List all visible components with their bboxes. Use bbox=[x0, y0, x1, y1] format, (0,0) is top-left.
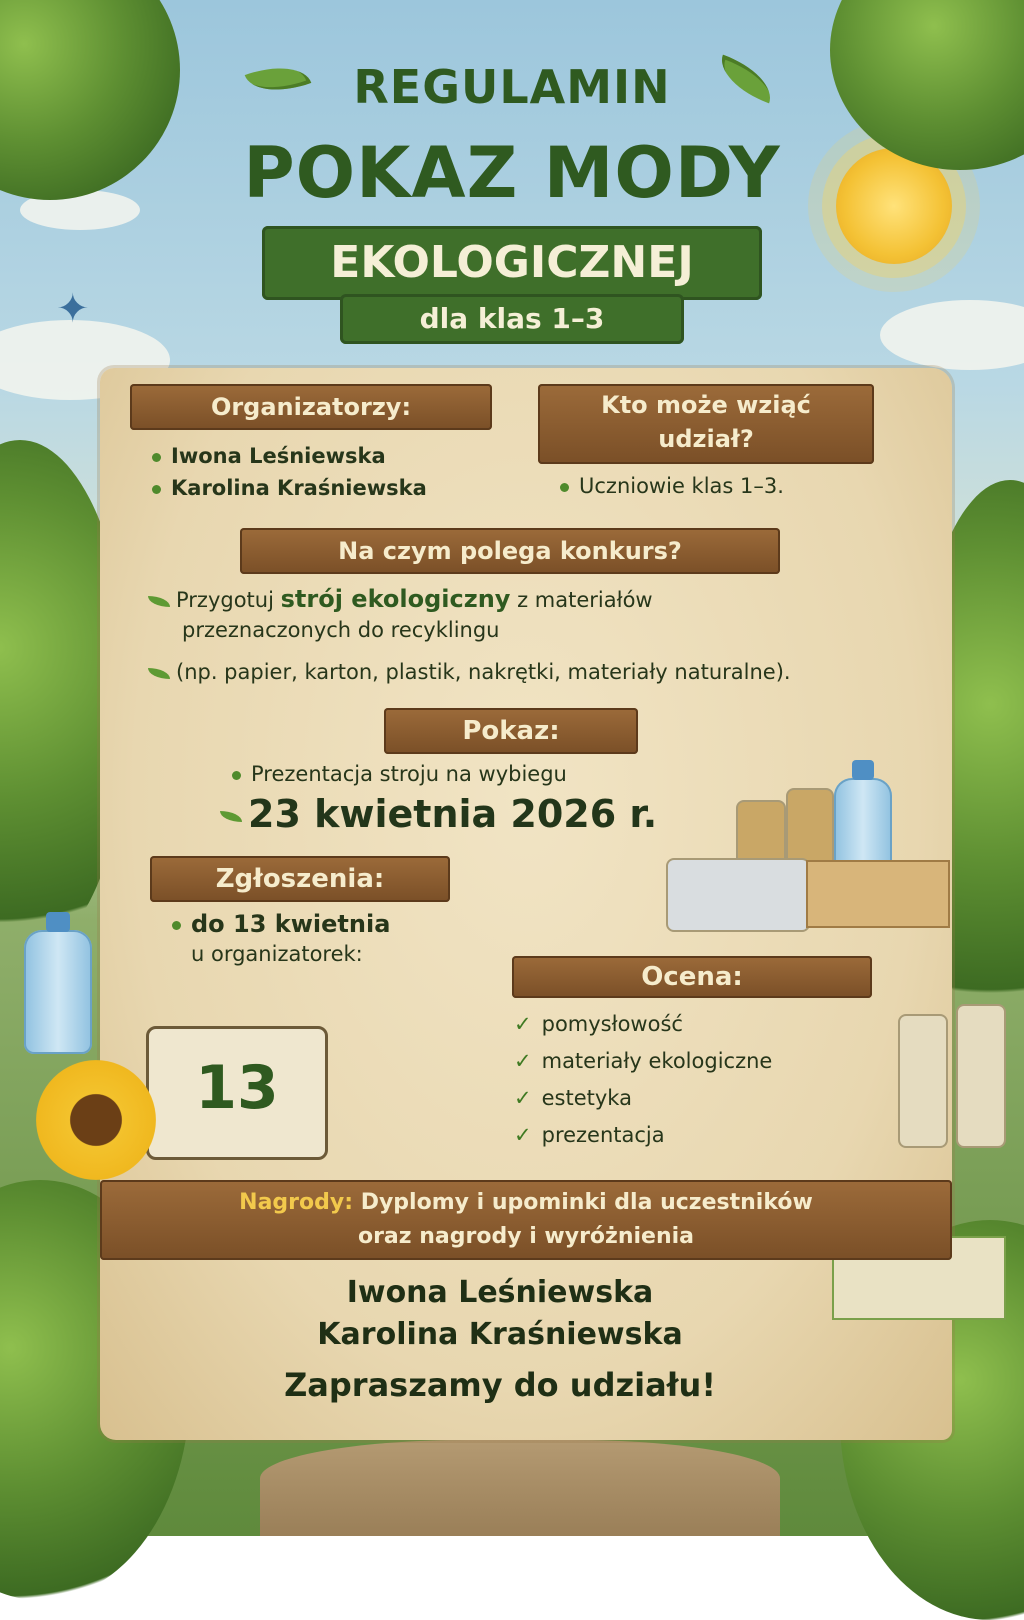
evaluation-list bbox=[514, 1006, 772, 1154]
footer-invite: Zapraszamy do udziału! bbox=[284, 1366, 716, 1404]
applications-info: do 13 kwietnia u organizatorek: bbox=[172, 910, 390, 966]
leaf-bullet-icon bbox=[148, 668, 170, 679]
contest-paragraph-2: (np. papier, karton, plastik, nakrętki, materiały naturalne). bbox=[148, 660, 791, 684]
organizers-heading: Organizatorzy: bbox=[130, 384, 492, 430]
evaluation-heading: Ocena: bbox=[512, 956, 872, 998]
bottle-cap bbox=[852, 760, 874, 780]
organizers-list bbox=[152, 440, 427, 504]
list-item: ✓ materiały ekologiczne bbox=[514, 1049, 773, 1073]
contest-paragraph-1: Przygotuj strój ekologiczny z materiałów przeznaczonych do recyklingu bbox=[148, 584, 653, 645]
footer-name-1: Iwona Leśniewska bbox=[346, 1275, 654, 1310]
list-item: Karolina Kraśniewska bbox=[152, 472, 427, 504]
calendar-illustration bbox=[146, 1026, 328, 1160]
bird-icon: ✦ bbox=[56, 286, 90, 332]
title-banner-ekologicznej: EKOLOGICZNEJ bbox=[262, 226, 762, 300]
paper-scroll bbox=[898, 1014, 948, 1148]
eligibility-heading-line1: Kto może wziąć bbox=[601, 391, 811, 419]
leaf-bullet-icon bbox=[148, 596, 170, 607]
dirt-path bbox=[260, 1440, 780, 1536]
bullet-icon bbox=[560, 483, 569, 492]
check-icon: ✓ bbox=[514, 1012, 532, 1036]
prizes-line1: Dyplomy i upominki dla uczestników bbox=[353, 1190, 813, 1215]
grades-banner: dla klas 1–3 bbox=[340, 294, 684, 344]
footer-names bbox=[100, 1272, 900, 1356]
bullet-icon bbox=[152, 485, 161, 494]
bottle-cap bbox=[46, 912, 70, 932]
check-icon: ✓ bbox=[514, 1123, 532, 1147]
calendar-day: 13 bbox=[195, 1053, 279, 1123]
newspaper-bundle bbox=[666, 858, 810, 932]
prizes-label: Nagrody: bbox=[239, 1190, 354, 1215]
cardboard-box bbox=[806, 860, 950, 928]
bullet-icon bbox=[232, 771, 241, 780]
eligibility-item: Uczniowie klas 1–3. bbox=[560, 474, 784, 498]
check-icon: ✓ bbox=[514, 1086, 532, 1110]
show-date: 23 kwietnia 2026 r. bbox=[220, 792, 657, 836]
eligibility-heading-line2: udział? bbox=[658, 425, 754, 453]
paper-scroll bbox=[956, 1004, 1006, 1148]
title-pokaz-mody: POKAZ MODY bbox=[243, 132, 781, 214]
bullet-icon bbox=[152, 453, 161, 462]
footer-name-2: Karolina Kraśniewska bbox=[317, 1317, 683, 1352]
title-regulamin: REGULAMIN bbox=[353, 60, 671, 114]
leaf-bullet-icon bbox=[220, 811, 242, 822]
plastic-bottle-left bbox=[24, 930, 92, 1054]
sunflower-illustration bbox=[36, 1060, 156, 1180]
bullet-icon bbox=[172, 921, 181, 930]
check-icon: ✓ bbox=[514, 1049, 532, 1073]
show-item: Prezentacja stroju na wybiegu bbox=[232, 762, 567, 786]
show-heading: Pokaz: bbox=[384, 708, 638, 754]
applications-heading: Zgłoszenia: bbox=[150, 856, 450, 902]
list-item: Iwona Leśniewska bbox=[152, 440, 427, 472]
prizes-banner bbox=[100, 1180, 952, 1260]
eligibility-heading bbox=[538, 384, 874, 464]
list-item: ✓ estetyka bbox=[514, 1086, 632, 1110]
list-item: ✓ prezentacja bbox=[514, 1123, 665, 1147]
prizes-line2: oraz nagrody i wyróżnienia bbox=[357, 1224, 695, 1249]
list-item: ✓ pomysłowość bbox=[514, 1012, 683, 1036]
contest-heading: Na czym polega konkurs? bbox=[240, 528, 780, 574]
